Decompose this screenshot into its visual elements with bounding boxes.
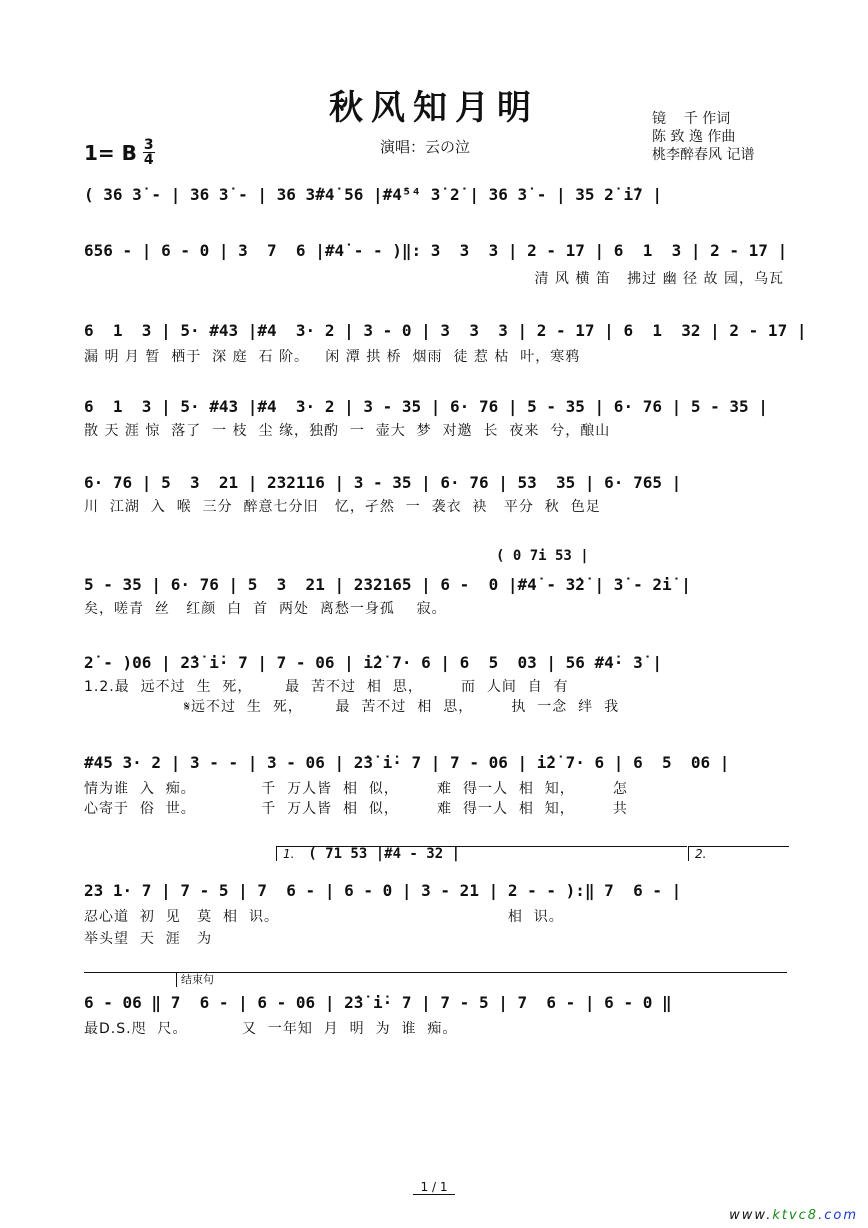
- volta-2-label: 2.: [695, 847, 707, 861]
- lyrics-row-10: 最D.S.咫 尺。 又 一年知 月 明 为 谁 痴。: [84, 1021, 458, 1037]
- lyrics-row-4: 散 天 涯 惊 落了 一 枝 尘 缘，独酌 一 壶大 梦 对邀 长 夜来 兮，酿山: [84, 423, 611, 439]
- score-row-4: 6 1 3 | 5· #43 |#4 3· 2 | 3 - 35 | 6· 76 | 5 - 35 | 6· 76 | 5 - 35 |: [84, 397, 768, 416]
- song-title: 秋风知月明: [329, 88, 539, 128]
- score-row-6: 5 - 35 | 6· 76 | 5 3 21 | 232165 | 6 - 0 |#4̇ - 3̇2̇ | 3̇ - 2̇i̇ |: [84, 575, 691, 594]
- score-row-9: 23 1· 7 | 7 - 5 | 7 6 - | 6 - 0 | 3 - 21 | 2 - - ):‖ 7 6 - |: [84, 881, 682, 900]
- lyricist-credit: 镜 千 作词: [652, 111, 731, 127]
- page-footer: [0, 1180, 868, 1194]
- time-signature: [143, 138, 155, 167]
- score-row-3: 6 1 3 | 5· #43 |#4 3· 2 | 3 - 0 | 3 3 3 | 2 - 17 | 6 1 32 | 2 - 17 |: [84, 321, 807, 340]
- interlude-notes: ( 0 7i 53 |: [496, 548, 589, 564]
- volta-1-label: 1.: [283, 847, 295, 861]
- key-label: 1= B: [84, 140, 137, 165]
- lyrics-row-2: 清 风 横 笛 拂过 幽 径 故 园，乌瓦: [534, 271, 784, 287]
- score-row-5: 6· 76 | 5 3 21 | 232116 | 3 - 35 | 6· 76 | 53 35 | 6· 765 |: [84, 473, 682, 492]
- score-row-1: ( 36 3̇ - | 36 3̇ - | 36 3̇#4̇ 56 |#4̇⁵⁴ 3̇ 2̇ | 36 3̇ - | 35 2̇ i̇7 |: [84, 185, 662, 204]
- score-row-7: 2̇ - )06 | 2̇3̇ i̇· 7 | 7 - 06 | i̇2̇ 7· 6 | 6 5 03 | 56 #4̇· 3̇ |: [84, 653, 662, 672]
- lyrics-row-9b: 举头望 天 涯 为: [84, 931, 213, 947]
- lyrics-row-5: 川 江湖 入 喉 三分 醉意七分旧 忆，孑然 一 袭衣 袂 平分 秋 色足: [84, 499, 601, 515]
- watermark-prefix: www.: [729, 1208, 773, 1223]
- watermark-domain: ktvc8: [772, 1208, 819, 1223]
- watermark: [729, 1208, 858, 1223]
- score-row-2: 656 - | 6 - 0 | 3 7 6 |#4̇ - - )‖: 3 3 3 | 2 - 17 | 6 1 3 | 2 - 17 |: [84, 241, 788, 260]
- lyrics-row-8b: 心寄于 俗 世。 千 万人皆 相 似， 难 得一人 相 知， 共: [84, 801, 628, 817]
- time-denominator: 4: [143, 152, 154, 168]
- lyrics-row-3: 漏 明 月 暂 栖于 深 庭 石 阶。 闲 潭 拱 桥 烟雨 徒 惹 枯 叶，寒鸦: [84, 349, 581, 365]
- lyrics-row-6: 矣，嗟青 丝 红颜 白 首 两处 离愁一身孤 寂。: [84, 601, 447, 617]
- volta-1-bracket: [276, 846, 687, 861]
- watermark-suffix: .com: [818, 1208, 858, 1223]
- score-row-8: #45 3· 2 | 3 - - | 3 - 06 | 2̇3̇ i̇· 7 | 7 - 06 | i̇2̇ 7· 6 | 6 5 06 |: [84, 753, 730, 772]
- volta-2-bracket: [688, 846, 789, 861]
- lyrics-row-7b: 𝄋远不过 生 死， 最 苦不过 相 思， 执 一念 绊 我: [184, 699, 620, 715]
- lyrics-row-7a: 1.2.最 远不过 生 死， 最 苦不过 相 思， 而 人间 自 有: [84, 679, 569, 695]
- key-signature: [84, 138, 155, 167]
- transcriber-credit: 桃李醉春风 记谱: [652, 147, 755, 163]
- time-numerator: 3: [143, 137, 154, 153]
- ending-label: 结束句: [181, 973, 214, 986]
- singer-credit: 演唱：云の泣: [380, 138, 471, 156]
- credits: [652, 110, 754, 164]
- page-number: 1 / 1: [413, 1180, 456, 1195]
- lyrics-row-8a: 情为谁 入 痴。 千 万人皆 相 似， 难 得一人 相 知， 怎: [84, 781, 628, 797]
- score-row-10: 6 - 06 ‖ 7 6 - | 6 - 06 | 2̇3̇ i̇· 7 | 7 - 5 | 7 6 - | 6 - 0 ‖: [84, 993, 672, 1012]
- composer-credit: 陈 致 逸 作曲: [652, 129, 736, 145]
- lyrics-row-9a: 忍心道 初 见 莫 相 识。 相 识。: [84, 909, 564, 925]
- volta-1-notes: ( 71 53 |#4 - 32 |: [308, 846, 460, 862]
- ending-bracket: [176, 972, 787, 987]
